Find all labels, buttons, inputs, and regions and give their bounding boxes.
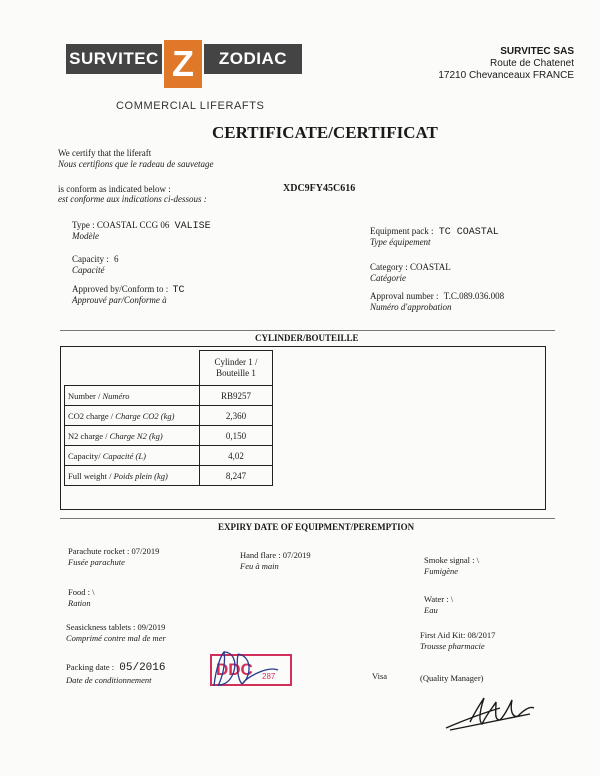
stamp-number: 287 (262, 672, 276, 681)
cylinder-header-line2: Bouteille 1 (216, 368, 256, 378)
food-label-fr: Ration (68, 598, 91, 608)
company-address-line2: 17210 Chevanceaux FRANCE (438, 70, 574, 81)
row-label: Capacity/ Capacité (L) (65, 446, 200, 466)
serial-number: XDC9FY45C616 (283, 183, 356, 194)
logo-left-word: SURVITEC (66, 44, 162, 74)
row-value: 8,247 (200, 466, 273, 486)
approved-label-fr: Approuvé par/Conforme à (72, 295, 167, 305)
type-label-fr: Modèle (72, 231, 99, 241)
expiry-section-title: EXPIRY DATE OF EQUIPMENT/PEREMPTION (218, 522, 415, 532)
approved-label: Approved by/Conform to : (72, 284, 169, 294)
row-label: CO2 charge / Charge CO2 (kg) (65, 406, 200, 426)
quality-manager-label: (Quality Manager) (420, 673, 484, 683)
packing-date-value: 05/2016 (119, 662, 166, 674)
food-label: Food : \ (68, 587, 95, 597)
parachute-label-fr: Fusée parachute (68, 557, 125, 567)
conform-fr: est conforme aux indications ci-dessous : (58, 194, 207, 204)
approved-value: TC (172, 285, 185, 296)
logo-right-word: ZODIAC (204, 44, 302, 74)
first-aid-label: First Aid Kit: 08/2017 (420, 630, 496, 640)
certify-fr: Nous certifions que le radeau de sauvetage (58, 159, 214, 169)
cylinder-header (200, 351, 273, 386)
capacity-value: 6 (114, 254, 119, 264)
water-label-fr: Eau (424, 605, 438, 615)
category-label: Category : COASTAL (370, 262, 451, 272)
stamp-signature (208, 646, 288, 692)
capacity-field (72, 254, 119, 264)
manager-signature (440, 692, 540, 736)
cylinder-table-corner (65, 351, 200, 386)
equipment-pack-value: TC COASTAL (438, 227, 499, 238)
seasickness-label-fr: Comprimé contre mal de mer (66, 633, 166, 643)
table-row (65, 426, 273, 446)
row-value: 2,360 (200, 406, 273, 426)
category-label-fr: Catégorie (370, 273, 406, 283)
capacity-label: Capacity : (72, 254, 109, 264)
cylinder-divider (60, 330, 555, 331)
hand-flare-label: Hand flare : 07/2019 (240, 550, 311, 560)
type-value: VALISE (174, 221, 211, 232)
hand-flare-label-fr: Feu à main (240, 561, 279, 571)
packing-date-label: Packing date : (66, 662, 115, 672)
approval-number-value: T.C.089.036.008 (443, 291, 505, 301)
approval-number-label-fr: Numéro d'approbation (370, 302, 452, 312)
smoke-label-fr: Fumigène (424, 566, 458, 576)
approval-number-label: Approval number : (370, 291, 439, 301)
first-aid-label-fr: Trousse pharmacie (420, 641, 485, 651)
cylinder-header-line1: Cylinder 1 / (214, 357, 258, 367)
conform-en: is conform as indicated below : (58, 184, 171, 194)
certify-en: We certify that the liferaft (58, 148, 152, 158)
cylinder-table (64, 350, 273, 486)
table-row (65, 386, 273, 406)
expiry-divider (60, 518, 555, 519)
company-address-line1: Route de Chatenet (490, 58, 574, 69)
table-row (65, 446, 273, 466)
company-name: SURVITEC SAS (500, 46, 574, 57)
approval-number-field (370, 291, 504, 301)
stamp-text: DDC (216, 660, 253, 679)
seasickness-label: Seasickness tablets : 09/2019 (66, 622, 166, 632)
logo-subtitle: COMMERCIAL LIFERAFTS (116, 100, 265, 112)
cylinder-section-title: CYLINDER/BOUTEILLE (255, 333, 359, 343)
company-address (438, 46, 574, 82)
water-label: Water : \ (424, 594, 454, 604)
company-logo (66, 40, 302, 96)
equipment-pack-label: Equipment pack : (370, 226, 434, 236)
row-value: 4,02 (200, 446, 273, 466)
table-row (65, 406, 273, 426)
parachute-label: Parachute rocket : 07/2019 (68, 546, 160, 556)
type-label: Type : COASTAL CCG 06 (72, 220, 170, 230)
packing-date-field (66, 662, 166, 674)
page-title: CERTIFICATE/CERTIFICAT (212, 123, 438, 142)
smoke-label: Smoke signal : \ (424, 555, 480, 565)
capacity-label-fr: Capacité (72, 265, 105, 275)
table-row (65, 466, 273, 486)
row-value: 0,150 (200, 426, 273, 446)
logo-z-mark: Z (164, 40, 202, 88)
row-value: RB9257 (200, 386, 273, 406)
row-label: Full weight / Poids plein (kg) (65, 466, 200, 486)
equipment-pack-label-fr: Type équipement (370, 237, 431, 247)
visa-label: Visa (372, 671, 388, 681)
row-label: N2 charge / Charge N2 (kg) (65, 426, 200, 446)
row-label: Number / Numéro (65, 386, 200, 406)
packing-date-label-fr: Date de conditionnement (66, 675, 152, 685)
